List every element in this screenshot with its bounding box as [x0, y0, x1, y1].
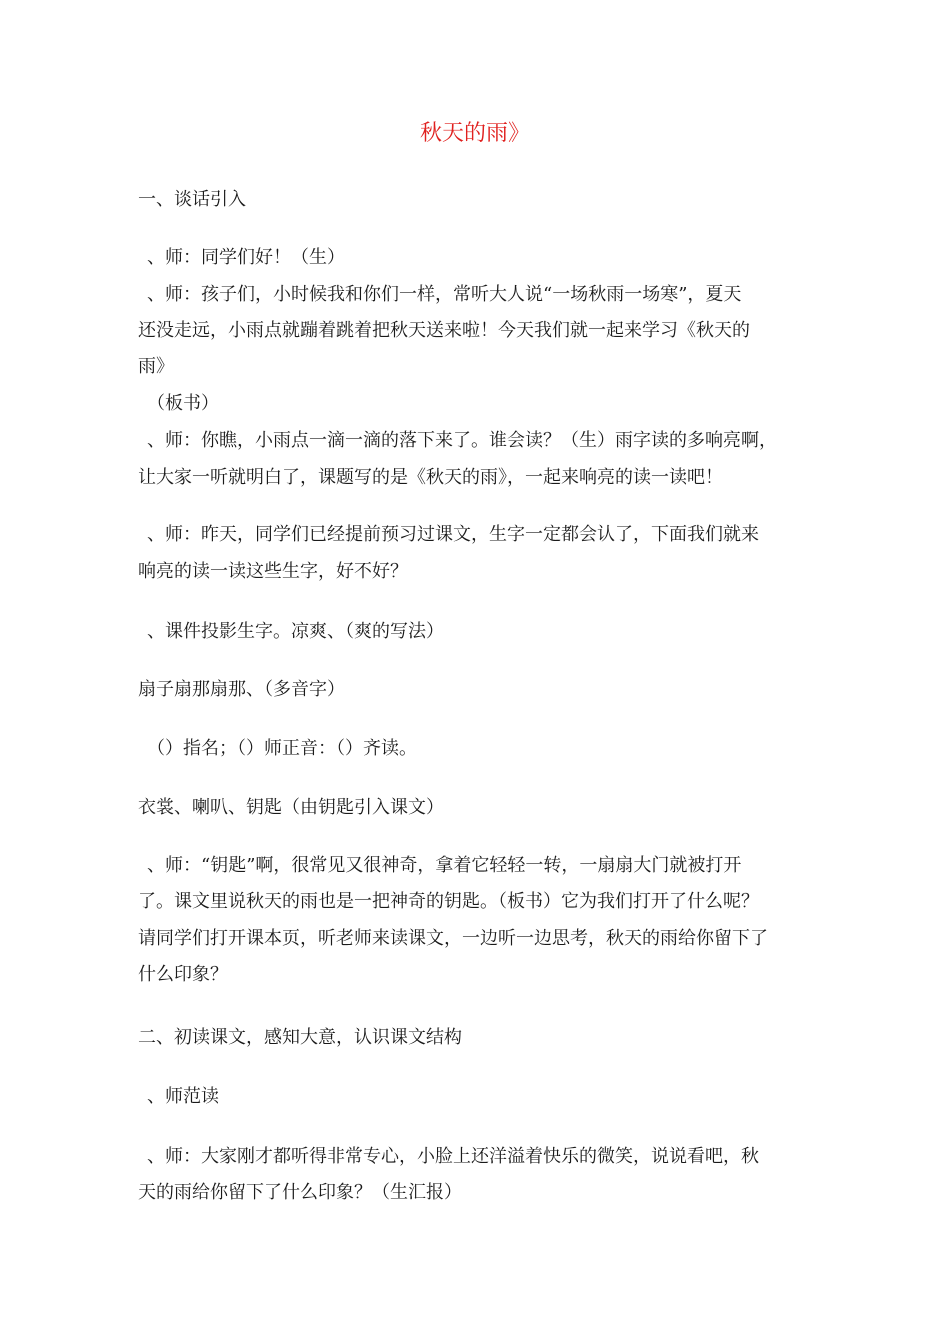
paragraph-line: 雨》	[138, 356, 174, 377]
paragraph-line: 、师：同学们好！（生）	[147, 247, 345, 268]
paragraph-line: 响亮的读一读这些生字，好不好？	[138, 561, 408, 582]
paragraph-line: 、师：孩子们，小时候我和你们一样，常听大人说“一场秋雨一场寒”，夏天	[147, 284, 742, 305]
paragraph-line: 衣裳、喇叭、钥匙（由钥匙引入课文）	[138, 797, 444, 818]
paragraph-line: 扇子扇那扇那、（多音字）	[138, 679, 345, 700]
document-title: 秋天的雨》	[419, 121, 530, 146]
paragraph-line: 让大家一听就明白了，课题写的是《秋天的雨》，一起来响亮的读一读吧！	[138, 467, 723, 488]
section-heading-2: 二、初读课文，感知大意，认识课文结构	[138, 1027, 462, 1048]
paragraph-line: 天的雨给你留下了什么印象？（生汇报）	[138, 1182, 462, 1203]
paragraph-line: 、师：大家刚才都听得非常专心，小脸上还洋溢着快乐的微笑，说说看吧，秋	[147, 1146, 759, 1167]
paragraph-line: 、课件投影生字。凉爽、（爽的写法）	[147, 621, 444, 642]
paragraph-line: 了。课文里说秋天的雨也是一把神奇的钥匙。（板书）它为我们打开了什么呢？	[138, 891, 759, 912]
paragraph-line: 什么印象？	[138, 964, 228, 985]
paragraph-line: 、师：昨天，同学们已经提前预习过课文，生字一定都会认了，下面我们就来	[147, 524, 759, 545]
paragraph-line: 、师范读	[147, 1086, 219, 1107]
paragraph-line: 请同学们打开课本页，听老师来读课文，一边听一边思考，秋天的雨给你留下了	[138, 928, 768, 949]
paragraph-line: （）指名；（）师正音：（）齐读。	[147, 738, 417, 759]
section-heading-1: 一、谈话引入	[138, 189, 246, 210]
paragraph-line: （板书）	[147, 393, 219, 414]
paragraph-line: 、师：你瞧，小雨点一滴一滴的落下来了。谁会读？（生）雨字读的多响亮啊，	[147, 430, 777, 451]
paragraph-line: 、师：“钥匙”啊，很常见又很神奇，拿着它轻轻一转，一扇扇大门就被打开	[147, 855, 742, 876]
paragraph-line: 还没走远，小雨点就蹦着跳着把秋天送来啦！今天我们就一起来学习《秋天的	[138, 320, 750, 341]
